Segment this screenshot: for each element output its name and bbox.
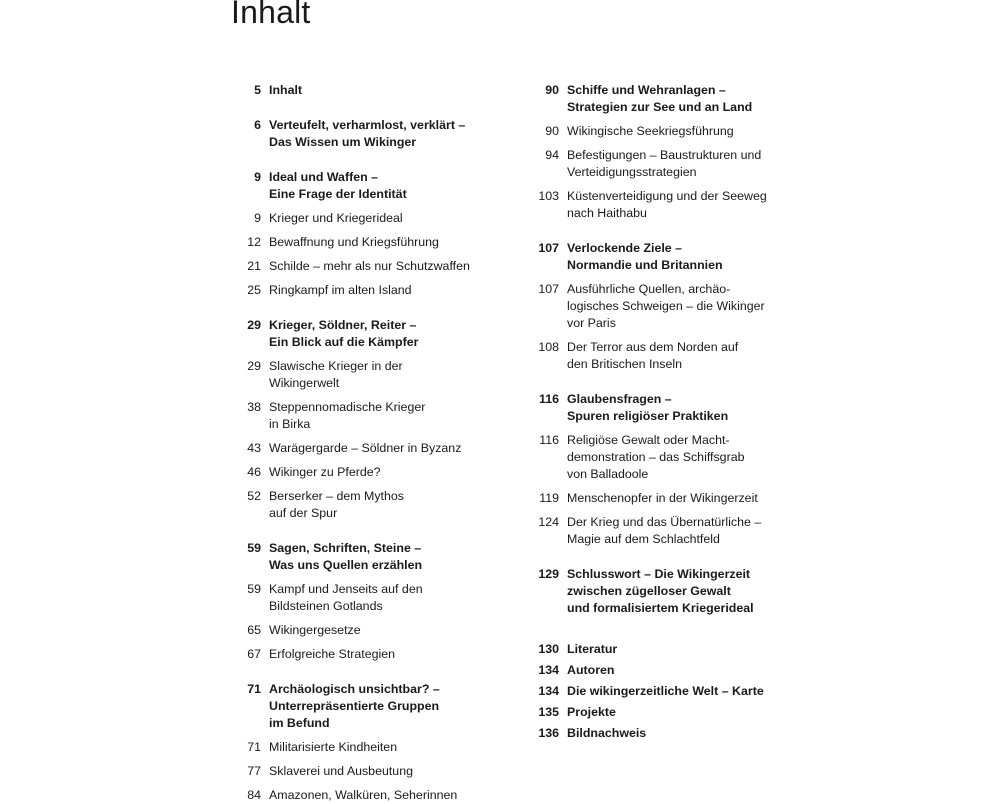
toc-page-number: 25 [247,283,261,297]
toc-entry-title: Ausführliche Quellen, archäo- logisches Schweigen – die Wikinger vor Paris [567,282,765,330]
toc-page-number: 9 [254,170,261,184]
toc-entry[interactable] [228,540,488,574]
toc-page-number: 29 [247,318,261,332]
toc-entry[interactable] [228,464,488,481]
toc-entry[interactable] [228,317,488,351]
toc-entry[interactable] [228,488,488,522]
toc-entry[interactable] [527,147,777,181]
toc-entry[interactable] [228,646,488,663]
toc-page-number: 108 [538,340,559,354]
toc-entry[interactable] [527,683,777,700]
toc-entry[interactable] [228,234,488,251]
toc-entry-title: Ideal und Waffen – Eine Frage der Identität [269,170,407,201]
toc-entry[interactable] [228,399,488,433]
toc-entry[interactable] [527,281,777,332]
toc-entry-title: Glaubensfragen – Spuren religiöser Praktiken [567,392,729,423]
toc-page-number: 135 [538,705,559,719]
toc-entry-title: Religiöse Gewalt oder Macht- demonstration – das Schiffsgrab von Balladoole [567,433,745,481]
toc-entry-title: Erfolgreiche Strategien [269,647,396,661]
toc-entry-title: Der Terror aus dem Norden auf den Britischen Inseln [567,340,739,371]
toc-page-number: 90 [545,124,559,138]
toc-entry-title: Befestigungen – Baustrukturen und Verteidigungsstrategien [567,148,762,179]
toc-entry-title: Warägergarde – Söldner in Byzanz [269,441,462,455]
toc-entry-title: Kampf und Jenseits auf den Bildsteinen Gotlands [269,582,423,613]
toc-entry[interactable] [527,704,777,721]
toc-entry[interactable] [527,391,777,425]
toc-page-number: 134 [538,663,559,677]
toc-page-number: 52 [247,489,261,503]
toc-entry-title: Sagen, Schriften, Steine – Was uns Quellen erzählen [269,541,423,572]
toc-page-number: 12 [247,235,261,249]
toc-page-number: 129 [538,567,559,581]
toc-entry-title: Bildnachweis [567,726,647,740]
toc-entry[interactable] [527,514,777,548]
toc-page-number: 71 [247,740,261,754]
toc-page-number: 9 [254,211,261,225]
toc-page-number: 6 [254,118,261,132]
toc-entry[interactable] [527,725,777,742]
toc-entry[interactable] [228,739,488,756]
toc-entry-title: Schilde – mehr als nur Schutzwaffen [269,259,470,273]
page-title: Inhalt [231,0,311,30]
toc-page-number: 43 [247,441,261,455]
toc-page-number: 71 [247,682,261,696]
toc-entry[interactable] [527,566,777,617]
toc-page-number: 77 [247,764,261,778]
toc-entry-title: Wikingische Seekriegsführung [567,124,734,138]
toc-entry[interactable] [527,339,777,373]
toc-page-number: 124 [538,515,559,529]
toc-page-number: 107 [538,282,559,296]
toc-entry-title: Wikingergesetze [269,623,361,637]
toc-entry-title: Die wikingerzeitliche Welt – Karte [567,684,764,698]
toc-page-number: 136 [538,726,559,740]
toc-entry[interactable] [527,490,777,507]
toc-entry-title: Militarisierte Kindheiten [269,740,398,754]
toc-page-number: 84 [247,788,261,802]
toc-page-number: 38 [247,400,261,414]
toc-entry-title: Autoren [567,663,615,677]
toc-entry[interactable] [228,787,488,804]
toc-right-column [527,82,777,742]
toc-entry-title: Menschenopfer in der Wikingerzeit [567,491,758,505]
toc-entry[interactable] [228,581,488,615]
toc-entry[interactable] [228,210,488,227]
toc-page-number: 21 [247,259,261,273]
toc-page-number: 116 [539,433,559,447]
toc-entry-title: Verteufelt, verharmlost, verklärt – Das Wissen um Wikinger [269,118,466,149]
toc-entry-title: Krieger, Söldner, Reiter – Ein Blick auf die Kämpfer [269,318,419,349]
toc-entry[interactable] [228,117,488,151]
toc-entry[interactable] [527,662,777,679]
toc-entry-title: Krieger und Kriegerideal [269,211,403,225]
toc-entry-title: Slawische Krieger in der Wikingerwelt [269,359,403,390]
toc-entry-title: Literatur [567,642,618,656]
toc-page-number: 5 [254,83,261,97]
toc-page-number: 103 [538,189,559,203]
toc-entry[interactable] [228,82,488,99]
toc-entry[interactable] [228,169,488,203]
toc-page-number: 94 [545,148,559,162]
toc-page-number: 59 [247,541,261,555]
toc-entry-title: Projekte [567,705,616,719]
toc-entry-title: Der Krieg und das Übernatürliche – Magie auf dem Schlachtfeld [567,515,762,546]
toc-entry[interactable] [527,123,777,140]
toc-entry[interactable] [228,358,488,392]
toc-entry-title: Berserker – dem Mythos auf der Spur [269,489,404,520]
toc-page-number: 59 [247,582,261,596]
toc-entry-title: Sklaverei und Ausbeutung [269,764,413,778]
toc-entry-title: Küstenverteidigung und der Seeweg nach Haithabu [567,189,767,220]
toc-entry-title: Schlusswort – Die Wikingerzeit zwischen zügelloser Gewalt und formalisiertem Kriegerideal [567,567,754,615]
toc-entry[interactable] [527,82,777,116]
toc-page-number: 134 [538,684,559,698]
toc-entry[interactable] [228,282,488,299]
toc-entry-title: Inhalt [269,83,303,97]
toc-entry-title: Wikinger zu Pferde? [269,465,381,479]
toc-entry[interactable] [527,432,777,483]
toc-entry[interactable] [527,641,777,658]
toc-entry[interactable] [228,258,488,275]
toc-entry-title: Bewaffnung und Kriegsführung [269,235,439,249]
toc-entry-title: Steppennomadische Krieger in Birka [269,400,426,431]
toc-page-number: 130 [538,642,559,656]
toc-entry-title: Schiffe und Wehranlagen – Strategien zur See und an Land [567,83,753,114]
toc-entry-title: Verlockende Ziele – Normandie und Britannien [567,241,723,272]
toc-left-column [228,82,488,804]
toc-page-number: 46 [247,465,261,479]
toc-entry[interactable] [228,440,488,457]
toc-entry[interactable] [228,622,488,639]
toc-page-number: 116 [539,392,559,406]
toc-page-number: 119 [539,491,559,505]
toc-entry[interactable] [527,188,777,222]
toc-page-number: 29 [247,359,261,373]
toc-page-number: 90 [545,83,559,97]
toc-page-number: 65 [247,623,261,637]
toc-entry-title: Ringkampf im alten Island [269,283,412,297]
toc-entry[interactable] [228,763,488,780]
toc-entry[interactable] [527,240,777,274]
toc-page-number: 107 [538,241,559,255]
toc-entry[interactable] [228,681,488,732]
toc-page-number: 67 [247,647,261,661]
toc-entry-title: Archäologisch unsichtbar? – Unterrepräsentierte Gruppen im Befund [269,682,440,730]
toc-entry-title: Amazonen, Walküren, Seherinnen [269,788,458,802]
